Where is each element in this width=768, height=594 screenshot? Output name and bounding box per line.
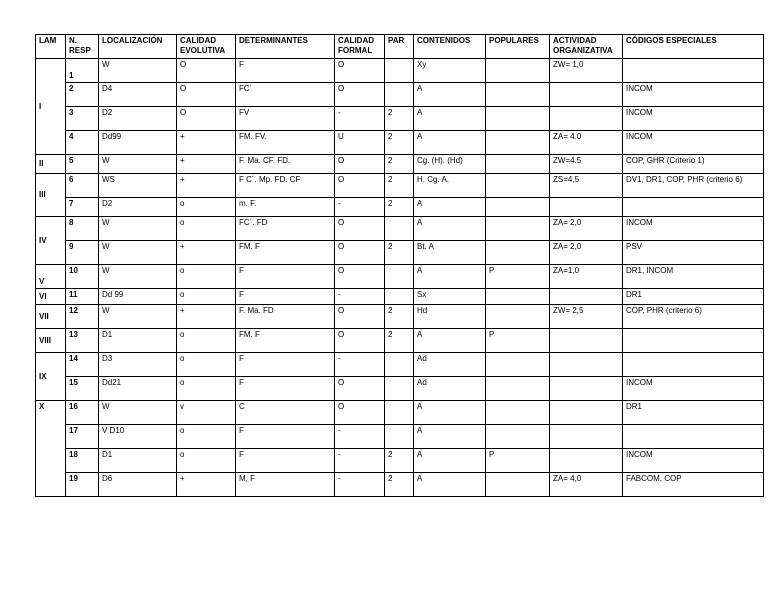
determinantes-cell: C (236, 401, 335, 425)
determinantes-cell: m. F. (236, 198, 335, 217)
localizacion-cell: W (99, 241, 177, 265)
populares-cell (486, 473, 550, 497)
calidad-formal-cell: O (335, 377, 385, 401)
table-row (36, 401, 764, 425)
par-cell (385, 265, 414, 289)
table-row (36, 174, 764, 198)
actividad-cell (550, 401, 623, 425)
par-cell: 2 (385, 449, 414, 473)
lam-cell: III (36, 174, 66, 217)
localizacion-cell: Dd21 (99, 377, 177, 401)
determinantes-cell: F (236, 265, 335, 289)
par-cell: 2 (385, 329, 414, 353)
localizacion-cell: Dd 99 (99, 289, 177, 305)
actividad-cell: ZW= 1,0 (550, 59, 623, 83)
par-cell: 2 (385, 241, 414, 265)
codigos-cell: COP, GHR (Criterio 1) (623, 155, 764, 174)
contenidos-cell: A (414, 401, 486, 425)
calidad-formal-cell: - (335, 425, 385, 449)
calidad-evolutiva-cell: o (177, 353, 236, 377)
codigos-cell: INCOM (623, 107, 764, 131)
contenidos-cell: A (414, 449, 486, 473)
lam-cell: VI (36, 289, 66, 305)
par-cell (385, 83, 414, 107)
calidad-evolutiva-cell: + (177, 305, 236, 329)
actividad-cell (550, 353, 623, 377)
resp-number-cell: 6 (66, 174, 99, 198)
localizacion-cell: D1 (99, 329, 177, 353)
contenidos-cell: Cg. (H). (Hd) (414, 155, 486, 174)
populares-cell (486, 131, 550, 155)
calidad-evolutiva-cell: o (177, 449, 236, 473)
actividad-cell (550, 83, 623, 107)
populares-cell (486, 305, 550, 329)
table-body (36, 59, 764, 497)
contenidos-cell: A (414, 329, 486, 353)
resp-number-cell: 10 (66, 265, 99, 289)
codigos-cell: PSV (623, 241, 764, 265)
localizacion-cell: W (99, 217, 177, 241)
header-lam: LAM (36, 35, 66, 59)
calidad-evolutiva-cell: v (177, 401, 236, 425)
actividad-cell (550, 425, 623, 449)
codigos-cell: COP, PHR (criterio 6) (623, 305, 764, 329)
populares-cell (486, 83, 550, 107)
header-par: PAR (385, 35, 414, 59)
par-cell: 2 (385, 305, 414, 329)
par-cell: 2 (385, 155, 414, 174)
localizacion-cell: D6 (99, 473, 177, 497)
actividad-cell (550, 377, 623, 401)
contenidos-cell: A (414, 265, 486, 289)
codigos-cell: INCOM (623, 377, 764, 401)
populares-cell (486, 241, 550, 265)
actividad-cell: ZA= 2,0 (550, 241, 623, 265)
table-row (36, 198, 764, 217)
localizacion-cell: W (99, 265, 177, 289)
table-row (36, 329, 764, 353)
resp-number-cell: 2 (66, 83, 99, 107)
resp-number-cell: 4 (66, 131, 99, 155)
table-row (36, 425, 764, 449)
table-row (36, 305, 764, 329)
header-calidad-evolutiva: CALIDAD EVOLUTIVA (177, 35, 236, 59)
calidad-evolutiva-cell: o (177, 217, 236, 241)
header-calidad-formal: CALIDAD FORMAL (335, 35, 385, 59)
determinantes-cell: F (236, 425, 335, 449)
calidad-formal-cell: O (335, 305, 385, 329)
calidad-formal-cell: - (335, 473, 385, 497)
resp-number-cell: 8 (66, 217, 99, 241)
contenidos-cell: A (414, 131, 486, 155)
par-cell (385, 401, 414, 425)
par-cell: 2 (385, 198, 414, 217)
header-codigos: CÓDIGOS ESPECIALES (623, 35, 764, 59)
codigos-cell (623, 353, 764, 377)
table-row (36, 131, 764, 155)
resp-number-cell: 9 (66, 241, 99, 265)
actividad-cell (550, 329, 623, 353)
codigos-cell: DR1 (623, 401, 764, 425)
determinantes-cell: F. Ma. CF. FD. (236, 155, 335, 174)
par-cell: 2 (385, 131, 414, 155)
lam-cell: IV (36, 217, 66, 265)
determinantes-cell: FC´ (236, 83, 335, 107)
resp-number-cell: 7 (66, 198, 99, 217)
table-row (36, 449, 764, 473)
determinantes-cell: FV (236, 107, 335, 131)
localizacion-cell: W (99, 59, 177, 83)
contenidos-cell: A (414, 83, 486, 107)
localizacion-cell: V D10 (99, 425, 177, 449)
codigos-cell: DV1, DR1, COP, PHR (criterio 6) (623, 174, 764, 198)
localizacion-cell: Dd99 (99, 131, 177, 155)
actividad-cell (550, 107, 623, 131)
actividad-cell (550, 198, 623, 217)
actividad-cell: ZA= 4.0 (550, 131, 623, 155)
table-row (36, 59, 764, 83)
localizacion-cell: D1 (99, 449, 177, 473)
codigos-cell: INCOM (623, 217, 764, 241)
lam-cell: X (36, 401, 66, 497)
codigos-cell: INCOM (623, 449, 764, 473)
table-row (36, 107, 764, 131)
table-row (36, 265, 764, 289)
contenidos-cell: A (414, 425, 486, 449)
populares-cell (486, 107, 550, 131)
contenidos-cell: Hd (414, 305, 486, 329)
table-row (36, 155, 764, 174)
populares-cell (486, 401, 550, 425)
calidad-formal-cell: U (335, 131, 385, 155)
table-row (36, 217, 764, 241)
resp-number-cell: 1 (66, 59, 99, 83)
populares-cell (486, 198, 550, 217)
codigos-cell (623, 198, 764, 217)
localizacion-cell: D2 (99, 107, 177, 131)
calidad-formal-cell: O (335, 241, 385, 265)
determinantes-cell: F (236, 353, 335, 377)
contenidos-cell: Sx (414, 289, 486, 305)
populares-cell (486, 217, 550, 241)
header-determinantes: DETERMINANTES (236, 35, 335, 59)
table-row (36, 241, 764, 265)
actividad-cell: ZS=4,5 (550, 174, 623, 198)
actividad-cell: ZA= 4,0 (550, 473, 623, 497)
codigos-cell (623, 425, 764, 449)
populares-cell (486, 174, 550, 198)
populares-cell (486, 377, 550, 401)
localizacion-cell: D3 (99, 353, 177, 377)
resp-number-cell: 16 (66, 401, 99, 425)
calidad-evolutiva-cell: + (177, 131, 236, 155)
par-cell (385, 289, 414, 305)
calidad-formal-cell: - (335, 353, 385, 377)
par-cell (385, 353, 414, 377)
header-actividad: ACTIVIDAD ORGANIZATIVA (550, 35, 623, 59)
lam-cell: I (36, 59, 66, 155)
lam-cell: II (36, 155, 66, 174)
actividad-cell (550, 449, 623, 473)
resp-number-cell: 3 (66, 107, 99, 131)
codigos-cell: INCOM (623, 131, 764, 155)
calidad-evolutiva-cell: O (177, 59, 236, 83)
localizacion-cell: WS (99, 174, 177, 198)
calidad-evolutiva-cell: o (177, 198, 236, 217)
calidad-formal-cell: O (335, 329, 385, 353)
calidad-formal-cell: O (335, 155, 385, 174)
contenidos-cell: A (414, 107, 486, 131)
rorschach-score-table (35, 34, 764, 497)
populares-cell (486, 353, 550, 377)
calidad-formal-cell: O (335, 401, 385, 425)
calidad-evolutiva-cell: O (177, 107, 236, 131)
calidad-formal-cell: - (335, 198, 385, 217)
resp-number-cell: 14 (66, 353, 99, 377)
lam-cell: VIII (36, 329, 66, 353)
par-cell (385, 217, 414, 241)
localizacion-cell: W (99, 305, 177, 329)
determinantes-cell: F (236, 377, 335, 401)
calidad-evolutiva-cell: o (177, 377, 236, 401)
par-cell (385, 377, 414, 401)
calidad-formal-cell: - (335, 289, 385, 305)
table-row (36, 473, 764, 497)
header-localizacion: LOCALIZACIÓN (99, 35, 177, 59)
determinantes-cell: FC´. FD (236, 217, 335, 241)
contenidos-cell: Xy (414, 59, 486, 83)
determinantes-cell: M, F (236, 473, 335, 497)
table-row (36, 83, 764, 107)
table-row (36, 289, 764, 305)
actividad-cell: ZW=4.5 (550, 155, 623, 174)
table-row (36, 377, 764, 401)
codigos-cell: DR1, INCOM (623, 265, 764, 289)
populares-cell (486, 289, 550, 305)
codigos-cell: DR1 (623, 289, 764, 305)
determinantes-cell: F (236, 59, 335, 83)
determinantes-cell: F (236, 449, 335, 473)
calidad-evolutiva-cell: + (177, 174, 236, 198)
contenidos-cell: H. Cg. A. (414, 174, 486, 198)
calidad-formal-cell: O (335, 174, 385, 198)
calidad-formal-cell: O (335, 59, 385, 83)
calidad-evolutiva-cell: O (177, 83, 236, 107)
header-resp: N. RESP (66, 35, 99, 59)
determinantes-cell: F (236, 289, 335, 305)
header-row (36, 35, 764, 59)
populares-cell (486, 155, 550, 174)
lam-cell: VII (36, 305, 66, 329)
determinantes-cell: FM. FV. (236, 131, 335, 155)
contenidos-cell: Bt. A (414, 241, 486, 265)
resp-number-cell: 19 (66, 473, 99, 497)
resp-number-cell: 15 (66, 377, 99, 401)
actividad-cell: ZA= 2,0 (550, 217, 623, 241)
resp-number-cell: 18 (66, 449, 99, 473)
populares-cell (486, 59, 550, 83)
codigos-cell (623, 329, 764, 353)
codigos-cell (623, 59, 764, 83)
actividad-cell: ZA=1,0 (550, 265, 623, 289)
localizacion-cell: W (99, 155, 177, 174)
calidad-formal-cell: - (335, 449, 385, 473)
calidad-formal-cell: - (335, 107, 385, 131)
header-populares: POPULARES (486, 35, 550, 59)
actividad-cell (550, 289, 623, 305)
calidad-evolutiva-cell: o (177, 425, 236, 449)
resp-number-cell: 5 (66, 155, 99, 174)
calidad-evolutiva-cell: + (177, 241, 236, 265)
calidad-evolutiva-cell: o (177, 265, 236, 289)
par-cell: 2 (385, 473, 414, 497)
table-row (36, 353, 764, 377)
localizacion-cell: W (99, 401, 177, 425)
lam-cell: V (36, 265, 66, 289)
contenidos-cell: A (414, 473, 486, 497)
populares-cell (486, 425, 550, 449)
determinantes-cell: FM. F (236, 241, 335, 265)
calidad-formal-cell: O (335, 265, 385, 289)
calidad-evolutiva-cell: + (177, 155, 236, 174)
calidad-evolutiva-cell: + (177, 473, 236, 497)
localizacion-cell: D4 (99, 83, 177, 107)
contenidos-cell: Ad (414, 377, 486, 401)
calidad-formal-cell: O (335, 83, 385, 107)
codigos-cell: FABCOM, COP (623, 473, 764, 497)
determinantes-cell: FM. F (236, 329, 335, 353)
par-cell: 2 (385, 107, 414, 131)
populares-cell: P (486, 449, 550, 473)
calidad-formal-cell: O (335, 217, 385, 241)
resp-number-cell: 17 (66, 425, 99, 449)
resp-number-cell: 13 (66, 329, 99, 353)
par-cell: 2 (385, 174, 414, 198)
calidad-evolutiva-cell: o (177, 289, 236, 305)
populares-cell: P (486, 265, 550, 289)
contenidos-cell: A (414, 217, 486, 241)
localizacion-cell: D2 (99, 198, 177, 217)
header-contenidos: CONTENIDOS (414, 35, 486, 59)
par-cell (385, 425, 414, 449)
codigos-cell: INCOM (623, 83, 764, 107)
actividad-cell: ZW= 2,5 (550, 305, 623, 329)
lam-cell: IX (36, 353, 66, 401)
determinantes-cell: F. Ma. FD (236, 305, 335, 329)
contenidos-cell: A (414, 198, 486, 217)
resp-number-cell: 12 (66, 305, 99, 329)
contenidos-cell: Ad (414, 353, 486, 377)
calidad-evolutiva-cell: o (177, 329, 236, 353)
par-cell (385, 59, 414, 83)
determinantes-cell: F C´. Mp. FD. CF (236, 174, 335, 198)
resp-number-cell: 11 (66, 289, 99, 305)
populares-cell: P (486, 329, 550, 353)
